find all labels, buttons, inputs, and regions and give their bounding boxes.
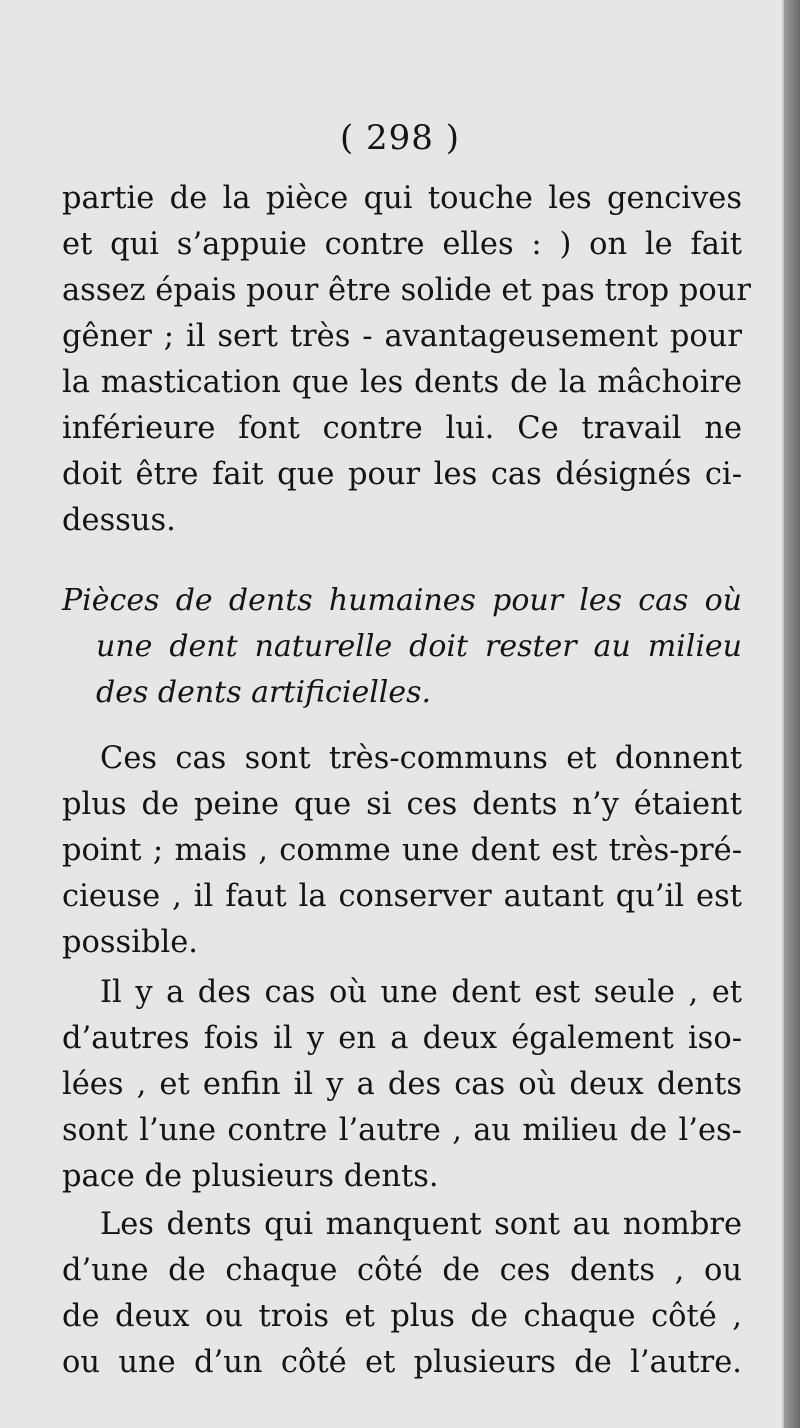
text-line: gêner ; il sert très - avantageusement pour <box>62 319 742 354</box>
text-line: plus de peine que si ces dents n’y étaient <box>62 787 742 822</box>
heading-line: des dents artificielles. <box>96 675 432 710</box>
text-line: doit être fait que pour les cas désignés ci- <box>62 457 742 492</box>
text-line: Il y a des cas où une dent est seule , et <box>100 975 742 1010</box>
text-line: de deux ou trois et plus de chaque côté , <box>62 1299 742 1334</box>
text-line: dessus. <box>62 503 176 538</box>
page-edge-shadow <box>784 0 800 1428</box>
text-line: partie de la pièce qui touche les gencives <box>62 181 742 216</box>
text-line: Les dents qui manquent sont au nombre <box>100 1207 742 1242</box>
page-number: ( 298 ) <box>339 118 461 158</box>
text-line: d’une de chaque côté de ces dents , ou <box>62 1253 742 1288</box>
text-line: cieuse , il faut la conserver autant qu’il est <box>62 879 742 914</box>
text-line: possible. <box>62 925 198 960</box>
text-line: la mastication que les dents de la mâchoire <box>62 365 742 400</box>
text-line: ou une d’un côté et plusieurs de l’autre. <box>62 1345 742 1380</box>
text-line: d’autres fois il y en a deux également iso- <box>62 1021 742 1056</box>
text-line: inférieure font contre lui. Ce travail ne <box>62 411 742 446</box>
text-line: assez épais pour être solide et pas trop pour <box>62 273 751 308</box>
text-line: sont l’une contre l’autre , au milieu de l’es- <box>62 1113 742 1148</box>
heading-line: Pièces de dents humaines pour les cas où <box>62 583 742 618</box>
text-line: Ces cas sont très-communs et donnent <box>100 741 742 776</box>
text-line: point ; mais , comme une dent est très-pré- <box>62 833 742 868</box>
heading-line: une dent naturelle doit rester au milieu <box>96 629 742 664</box>
text-line: lées , et enfin il y a des cas où deux dents <box>62 1067 742 1102</box>
text-line: et qui s’appuie contre elles : ) on le fait <box>62 227 742 262</box>
text-line: pace de plusieurs dents. <box>62 1159 439 1194</box>
